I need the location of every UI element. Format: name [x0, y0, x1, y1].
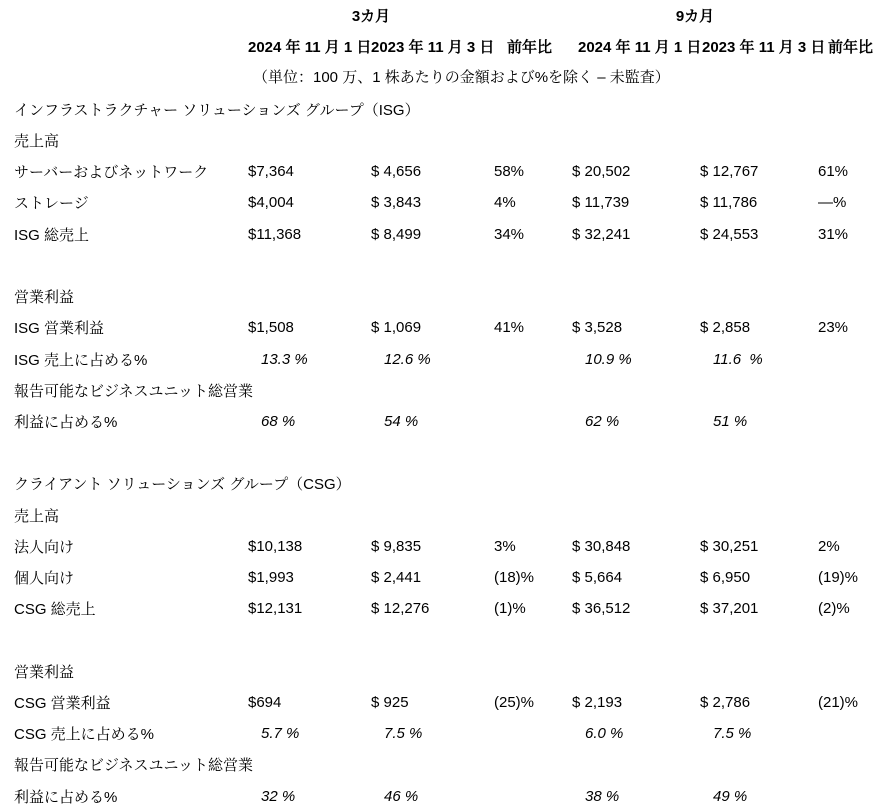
- column-header-row: [0, 31, 877, 62]
- value-9mo-yoy: (2)%: [818, 600, 850, 618]
- value-3mo-2023: $ 8,499: [371, 225, 422, 243]
- value-9mo-2023: $ 2,786: [700, 693, 751, 711]
- row-label: ISG 総売上: [14, 226, 90, 244]
- value-9mo-yoy: 23%: [818, 319, 849, 337]
- value-9mo-2023: $ 24,553: [700, 225, 759, 243]
- table-row: [0, 187, 877, 218]
- section-title-row: [0, 468, 877, 499]
- value-3mo-2023: 7.5 %: [384, 725, 423, 743]
- value-9mo-2024: $ 5,664: [572, 569, 623, 587]
- section-title-row: [0, 94, 877, 125]
- row-label-continued: 報告可能なビジネスユニット総営業: [14, 382, 253, 400]
- value-9mo-yoy: (21)%: [818, 693, 859, 711]
- row-label: 利益に占める%: [14, 788, 118, 806]
- value-9mo-2024: 6.0 %: [585, 725, 624, 743]
- value-3mo-2024: 32 %: [261, 787, 296, 805]
- row-label: ISG 売上に占める%: [14, 351, 148, 369]
- value-3mo-2024: $694: [248, 693, 282, 711]
- value-3mo-yoy: (18)%: [494, 569, 535, 587]
- value-9mo-yoy: (19)%: [818, 569, 859, 587]
- section-title-operating-income: 営業利益: [14, 289, 75, 307]
- section-title-isg: インフラストラクチャー ソリューションズ グループ（ISG）: [14, 101, 420, 119]
- value-3mo-2023: $ 3,843: [371, 194, 422, 212]
- value-9mo-2023: $ 12,767: [700, 163, 759, 181]
- value-9mo-yoy: —%: [818, 194, 847, 212]
- value-9mo-2024: 10.9 %: [585, 350, 632, 368]
- value-3mo-yoy: (25)%: [494, 693, 535, 711]
- section-title-row: [0, 500, 877, 531]
- value-3mo-2023: $ 12,276: [371, 600, 430, 618]
- value-3mo-yoy: 4%: [494, 194, 516, 212]
- row-label: ストレージ: [14, 195, 89, 213]
- table-row: [0, 312, 877, 343]
- period-header-row: [0, 0, 877, 31]
- value-9mo-2023: 11.6 %: [713, 350, 763, 368]
- value-9mo-yoy: 2%: [818, 537, 840, 555]
- value-3mo-yoy: 3%: [494, 537, 516, 555]
- value-3mo-2023: $ 4,656: [371, 163, 422, 181]
- table-row: [0, 718, 877, 749]
- value-3mo-yoy: 34%: [494, 225, 525, 243]
- value-3mo-2023: $ 9,835: [371, 537, 422, 555]
- section-title-row: [0, 375, 877, 406]
- row-label: ISG 営業利益: [14, 320, 105, 338]
- value-9mo-2023: 49 %: [713, 787, 748, 805]
- row-label: 個人向け: [14, 570, 75, 588]
- value-3mo-2024: $7,364: [248, 163, 294, 181]
- value-9mo-2023: $ 2,858: [700, 319, 751, 337]
- value-3mo-2024: 5.7 %: [261, 725, 300, 743]
- row-label: 法人向け: [14, 538, 75, 556]
- column-header-9mo-2023: 2023 年 11 月 3 日: [702, 39, 826, 57]
- row-label: CSG 売上に占める%: [14, 726, 155, 744]
- row-label: CSG 営業利益: [14, 694, 111, 712]
- value-3mo-yoy: (1)%: [494, 600, 526, 618]
- table-row: [0, 156, 877, 187]
- value-3mo-2023: 46 %: [384, 787, 419, 805]
- spacer-row: [0, 250, 877, 281]
- value-3mo-2024: $11,368: [248, 225, 302, 243]
- table-row: [0, 687, 877, 718]
- value-3mo-yoy: 41%: [494, 319, 525, 337]
- value-9mo-2024: 38 %: [585, 787, 620, 805]
- value-3mo-2024: $1,508: [248, 319, 294, 337]
- period-header-9m: 9カ月: [675, 8, 715, 26]
- value-3mo-2023: $ 2,441: [371, 569, 422, 587]
- value-9mo-2024: $ 20,502: [572, 163, 631, 181]
- spacer-row: [0, 624, 877, 655]
- value-3mo-2024: 13.3 %: [261, 350, 308, 368]
- section-title-row: [0, 125, 877, 156]
- value-9mo-yoy: 61%: [818, 163, 849, 181]
- section-title-row: [0, 749, 877, 780]
- row-label: 利益に占める%: [14, 413, 118, 431]
- table-row: [0, 562, 877, 593]
- value-9mo-2024: 62 %: [585, 412, 620, 430]
- section-title-revenue: 売上高: [14, 132, 60, 150]
- value-3mo-2024: $1,993: [248, 569, 294, 587]
- value-9mo-2024: $ 2,193: [572, 693, 623, 711]
- value-9mo-2024: $ 3,528: [572, 319, 623, 337]
- value-9mo-2023: $ 11,786: [700, 194, 758, 212]
- value-9mo-2024: $ 11,739: [572, 194, 630, 212]
- row-label-continued: 報告可能なビジネスユニット総営業: [14, 757, 253, 775]
- column-header-9mo-2024: 2024 年 11 月 1 日: [578, 39, 702, 57]
- value-3mo-2024: 68 %: [261, 412, 296, 430]
- table-row: [0, 593, 877, 624]
- value-9mo-2024: $ 32,241: [572, 225, 631, 243]
- column-header-3mo-yoy: 前年比: [507, 39, 553, 57]
- table-row: [0, 531, 877, 562]
- column-header-3mo-2024: 2024 年 11 月 1 日: [248, 39, 372, 57]
- section-title-revenue: 売上高: [14, 507, 60, 525]
- value-3mo-2024: $4,004: [248, 194, 294, 212]
- value-9mo-2023: $ 30,251: [700, 537, 759, 555]
- units-note-row: [0, 62, 877, 93]
- table-row: [0, 343, 877, 374]
- section-title-csg: クライアント ソリューションズ グループ（CSG）: [14, 476, 351, 494]
- units-note: （単位：100 万、1 株あたりの金額および%を除く – 未監査）: [253, 69, 670, 87]
- row-label: サーバーおよびネットワーク: [14, 164, 209, 182]
- section-title-row: [0, 281, 877, 312]
- period-header-3m: 3カ月: [351, 8, 391, 26]
- table-row: [0, 219, 877, 250]
- value-9mo-2023: $ 37,201: [700, 600, 759, 618]
- value-9mo-2023: 51 %: [713, 412, 748, 430]
- value-9mo-2023: 7.5 %: [713, 725, 752, 743]
- value-3mo-2024: $10,138: [248, 537, 303, 555]
- table-row: [0, 406, 877, 437]
- value-3mo-2023: 12.6 %: [384, 350, 431, 368]
- value-3mo-2023: 54 %: [384, 412, 419, 430]
- section-title-operating-income: 営業利益: [14, 663, 75, 681]
- value-3mo-2024: $12,131: [248, 600, 303, 618]
- value-3mo-2023: $ 1,069: [371, 319, 422, 337]
- value-3mo-yoy: 58%: [494, 163, 525, 181]
- value-9mo-2024: $ 36,512: [572, 600, 631, 618]
- spacer-row: [0, 437, 877, 468]
- column-header-9mo-yoy: 前年比: [828, 39, 874, 57]
- value-3mo-2023: $ 925: [371, 693, 409, 711]
- row-label: CSG 総売上: [14, 601, 96, 619]
- table-row: [0, 780, 877, 811]
- value-9mo-2024: $ 30,848: [572, 537, 631, 555]
- value-9mo-yoy: 31%: [818, 225, 849, 243]
- value-9mo-2023: $ 6,950: [700, 569, 751, 587]
- section-title-row: [0, 656, 877, 687]
- column-header-3mo-2023: 2023 年 11 月 3 日: [371, 39, 495, 57]
